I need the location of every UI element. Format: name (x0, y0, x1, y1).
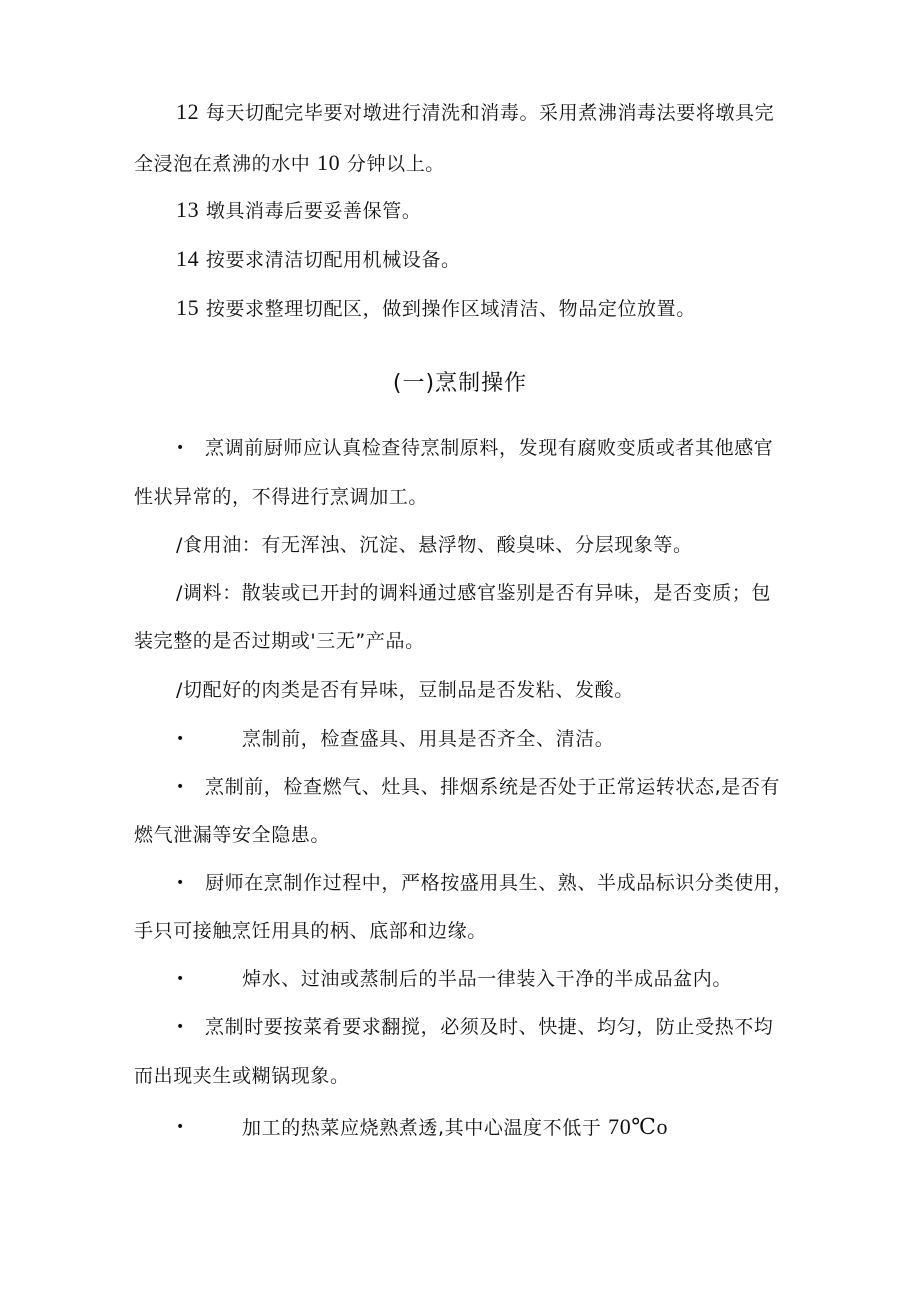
item-number: 15 (176, 295, 200, 320)
item-number: 12 (176, 99, 200, 124)
item-number: 13 (176, 197, 200, 222)
item-text: 墩具消毒后要妥善保管。 (205, 200, 422, 222)
item-text: 按要求清洁切配用机械设备。 (205, 249, 461, 271)
bullet-icon: • (176, 779, 185, 795)
paragraph-6-line-2: 而出现夹生或糊锅现象。 (134, 1065, 350, 1087)
sub-item-seasoning-line-1: /调料：散装或已开封的调料通过感官鉴别是否有异味，是否变质；包 (176, 582, 772, 604)
temperature-value: 70℃o (608, 1114, 669, 1139)
paragraph-1-line-2: 性状异常的，不得进行烹调加工。 (134, 486, 429, 508)
item-text: 分钟以上。 (346, 153, 445, 175)
item-number: 14 (176, 246, 200, 271)
bullet-icon: • (176, 731, 185, 747)
paragraph-2: 烹制前，检查盛具、用具是否齐全、清洁。 (242, 728, 615, 750)
paragraph-3-line-2: 燃气泄漏等安全隐患。 (134, 824, 331, 846)
item-14 (176, 247, 461, 272)
item-inline-number: 10 (317, 150, 341, 175)
bullet-icon: • (176, 1119, 185, 1135)
paragraph-6-line-1: 烹制时要按菜肴要求翻搅，必须及时、快捷、均匀，防止受热不均 (205, 1016, 774, 1038)
item-15 (176, 296, 696, 321)
item-text: 每天切配完毕要对墩进行清洗和消毒。采用煮沸消毒法要将墩具完 (205, 102, 775, 124)
paragraph-7-text: 加工的热菜应烧熟煮透,其中心温度不低于 (242, 1117, 602, 1139)
bullet-icon: • (176, 1019, 185, 1035)
sub-item-oil: /食用油：有无浑浊、沉淀、悬浮物、酸臭味、分层现象等。 (176, 534, 693, 556)
bullet-icon: • (176, 440, 185, 456)
section-title: (一)烹制操作 (392, 371, 528, 396)
item-13 (176, 198, 421, 223)
bullet-icon: • (176, 971, 185, 987)
paragraph-5: 焯水、过油或蒸制后的半品一律装入干净的半成品盆内。 (242, 968, 733, 990)
paragraph-3-line-1: 烹制前，检查燃气、灶具、排烟系统是否处于正常运转状态,是否有 (205, 776, 781, 798)
item-12-line-2 (134, 151, 445, 176)
item-12-line-1 (176, 100, 774, 125)
paragraph-1-line-1: 烹调前厨师应认真检查待烹制原料，发现有腐败变质或者其他感官 (205, 437, 774, 459)
paragraph-4-line-2: 手只可接触烹饪用具的柄、底部和边缘。 (134, 920, 487, 942)
item-text: 全浸泡在煮沸的水中 (134, 153, 311, 175)
paragraph-7 (242, 1115, 668, 1140)
sub-item-seasoning-line-2: 装完整的是否过期或'三无”产品。 (134, 630, 425, 652)
sub-item-meat: /切配好的肉类是否有异味，豆制品是否发粘、发酸。 (176, 679, 634, 701)
bullet-icon: • (176, 875, 185, 891)
paragraph-4-line-1: 厨师在烹制作过程中，严格按盛用具生、熟、半成品标识分类使用， (205, 872, 794, 894)
item-text: 按要求整理切配区，做到操作区域清洁、物品定位放置。 (205, 298, 696, 320)
